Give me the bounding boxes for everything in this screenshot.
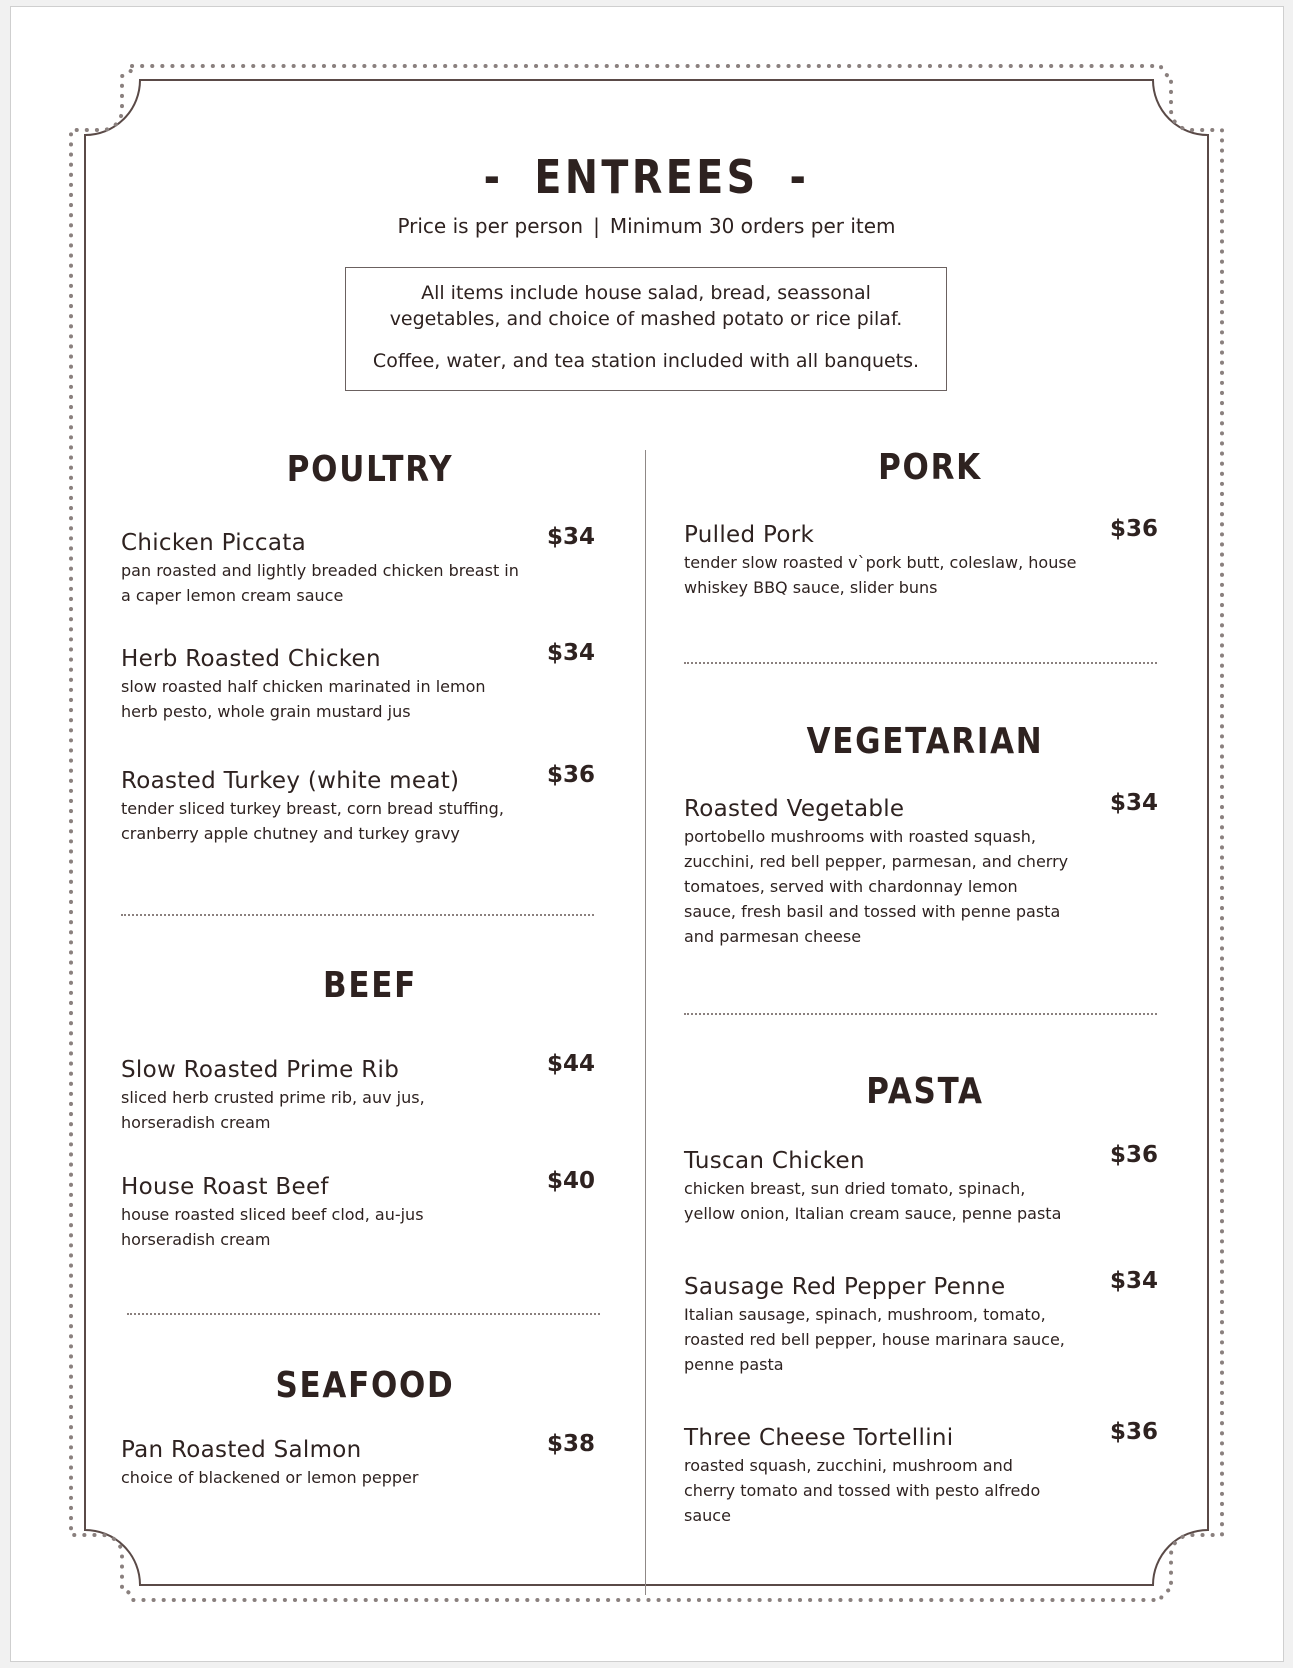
title-dash-left: - [483,150,504,204]
section-title-pasta: PASTA [866,1071,984,1112]
menu-item [684,1268,1159,1377]
item-name: Tuscan Chicken [684,1148,865,1174]
menu-item [121,1431,596,1495]
item-price: $44 [547,1051,596,1077]
menu-item [684,1142,1159,1226]
item-description: house roasted sliced beef clod, au-jus horseradish cream [121,1205,424,1249]
item-description: pan roasted and lightly breaded chicken breast in a caper lemon cream sauce [121,561,519,605]
section-title-seafood: SEAFOOD [275,1365,455,1406]
item-price: $40 [547,1168,596,1194]
menu-item [121,762,596,846]
inclusions-text: All items include house salad, bread, seassonal vegetables, and choice of mashed potato or rice pilaf. [389,282,903,330]
subtitle-separator: | [593,214,600,238]
menu-item [121,640,596,724]
item-name: Sausage Red Pepper Penne [684,1274,1006,1300]
item-price: $34 [547,524,596,550]
item-price: $34 [547,640,596,666]
beverage-station-text: Coffee, water, and tea station included with all banquets. [372,350,920,372]
item-price: $36 [547,762,596,788]
title-dash-right: - [789,150,810,204]
item-price: $36 [1110,516,1159,542]
section-title-beef: BEEF [323,965,417,1006]
section-title-pork: PORK [878,447,982,488]
item-name: Roasted Turkey (white meat) [121,768,460,794]
item-description: chicken breast, sun dried tomato, spinach, yellow onion, Italian cream sauce, penne pasta [684,1179,1062,1223]
title-text: ENTREES [534,150,759,204]
item-description: slow roasted half chicken marinated in lemon herb pesto, whole grain mustard jus [121,677,486,721]
section-title-vegetarian: VEGETARIAN [806,721,1044,762]
pricing-subtitle [0,212,1293,240]
price-per-person-note: Price is per person [397,214,584,238]
item-description: tender slow roasted v`pork butt, coleslaw, house whiskey BBQ sauce, slider buns [684,553,1077,597]
item-name: Pulled Pork [684,522,815,548]
section-divider [127,1313,600,1315]
item-price: $36 [1110,1419,1159,1445]
item-price: $34 [1110,1268,1159,1294]
section-divider [684,662,1157,664]
item-name: Pan Roasted Salmon [121,1437,362,1463]
item-description: portobello mushrooms with roasted squash, zucchini, red bell pepper, parmesan, and cherry tomatoes, served with chardonnay lemon sauce, fresh basil and tossed with penne pasta and parmesan cheese [684,827,1069,946]
item-description: Italian sausage, spinach, mushroom, tomato, roasted red bell pepper, house marinara sauce, penne pasta [684,1305,1065,1374]
item-price: $34 [1110,790,1159,816]
item-name: House Roast Beef [121,1174,329,1200]
item-name: Slow Roasted Prime Rib [121,1057,400,1083]
menu-item [121,1051,596,1135]
item-name: Roasted Vegetable [684,796,905,822]
item-name: Herb Roasted Chicken [121,646,381,672]
item-price: $36 [1110,1142,1159,1168]
item-name: Chicken Piccata [121,530,306,556]
item-name: Three Cheese Tortellini [684,1425,954,1451]
menu-item [684,790,1159,954]
column-divider [645,450,646,1595]
section-divider [684,1013,1157,1015]
menu-item [684,1419,1159,1525]
menu-item [121,1168,596,1252]
item-description: choice of blackened or lemon pepper [121,1468,419,1487]
menu-item [121,524,596,608]
page-title [91,147,1203,207]
item-description: sliced herb crusted prime rib, auv jus, horseradish cream [121,1088,425,1132]
item-description: roasted squash, zucchini, mushroom and cherry tomato and tossed with pesto alfredo sauce [684,1456,1041,1525]
item-description: tender sliced turkey breast, corn bread stuffing, cranberry apple chutney and turkey gravy [121,799,504,843]
section-title-poultry: POULTRY [286,449,454,490]
section-divider [121,914,594,916]
menu-item [684,516,1159,600]
item-price: $38 [547,1431,596,1457]
inclusions-notice-box [345,267,947,391]
minimum-orders-note: Minimum 30 orders per item [609,214,896,238]
